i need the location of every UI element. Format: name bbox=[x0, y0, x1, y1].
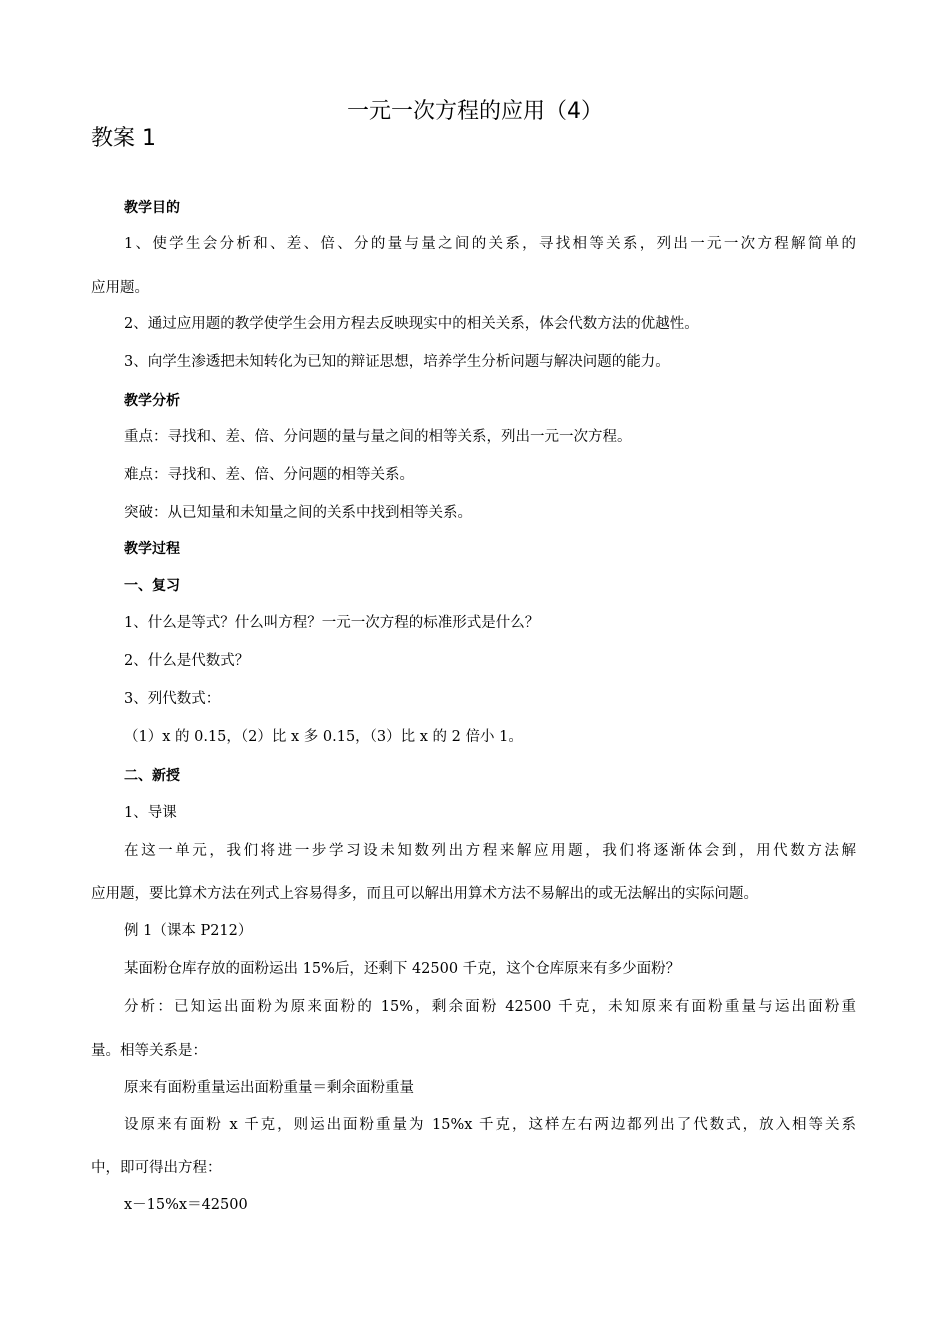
document-title: 一元一次方程的应用（4） bbox=[347, 99, 603, 124]
new-lesson-heading: 二、新授 bbox=[124, 768, 180, 784]
setup-line-2: 中，即可得出方程： bbox=[91, 1160, 222, 1176]
analysis-line-1: 分析：已知运出面粉为原来面粉的 15%，剩余面粉 42500 千克，未知原来有面粉重量与运出面粉重 bbox=[124, 999, 856, 1015]
review-question-2: 2、什么是代数式？ bbox=[124, 653, 250, 669]
difficulty: 难点：寻找和、差、倍、分问题的相等关系。 bbox=[124, 467, 414, 483]
objective-2: 2、通过应用题的教学使学生会用方程去反映现实中的相关关系，体会代数方法的优越性。 bbox=[124, 316, 699, 332]
intro-text-line-2: 应用题，要比算术方法在列式上容易得多，而且可以解出用算术方法不易解出的或无法解出的实际问题。 bbox=[91, 886, 758, 902]
objectives-heading: 教学目的 bbox=[124, 200, 180, 216]
breakthrough: 突破：从已知量和未知量之间的关系中找到相等关系。 bbox=[124, 505, 472, 521]
analysis-heading: 教学分析 bbox=[124, 393, 180, 409]
key-point: 重点：寻找和、差、倍、分问题的量与量之间的相等关系，列出一元一次方程。 bbox=[124, 429, 632, 445]
review-question-3: 3、列代数式： bbox=[124, 691, 221, 707]
example-label: 例 1（课本 P212） bbox=[124, 923, 253, 939]
objective-1-line-1: 1、使学生会分析和、差、倍、分的量与量之间的关系，寻找相等关系，列出一元一次方程解简单的 bbox=[124, 236, 856, 252]
intro-label: 1、导课 bbox=[124, 805, 177, 821]
objective-3: 3、向学生渗透把未知转化为已知的辩证思想，培养学生分析问题与解决问题的能力。 bbox=[124, 354, 670, 370]
objective-1-line-2: 应用题。 bbox=[91, 280, 149, 296]
relation-statement: 原来有面粉重量运出面粉重量＝剩余面粉重量 bbox=[124, 1080, 414, 1096]
example-text: 某面粉仓库存放的面粉运出 15%后，还剩下 42500 千克，这个仓库原来有多少面粉？ bbox=[124, 961, 681, 977]
analysis-line-2: 量。相等关系是： bbox=[91, 1043, 207, 1059]
review-question-1: 1、什么是等式？什么叫方程？一元一次方程的标准形式是什么？ bbox=[124, 615, 540, 631]
setup-line-1: 设原来有面粉 x 千克，则运出面粉重量为 15%x 千克，这样左右两边都列出了代数式，放入相等关系 bbox=[124, 1117, 856, 1133]
lesson-label: 教案 1 bbox=[91, 126, 156, 151]
process-heading: 教学过程 bbox=[124, 541, 180, 557]
intro-text-line-1: 在这一单元，我们将进一步学习设未知数列出方程来解应用题，我们将逐渐体会到，用代数方法解 bbox=[124, 843, 856, 859]
review-question-3-items: （1）x 的 0.15，（2）比 x 多 0.15，（3）比 x 的 2 倍小 1。 bbox=[124, 729, 523, 745]
equation: x－15%x＝42500 bbox=[124, 1197, 248, 1213]
review-heading: 一、复习 bbox=[124, 578, 180, 594]
